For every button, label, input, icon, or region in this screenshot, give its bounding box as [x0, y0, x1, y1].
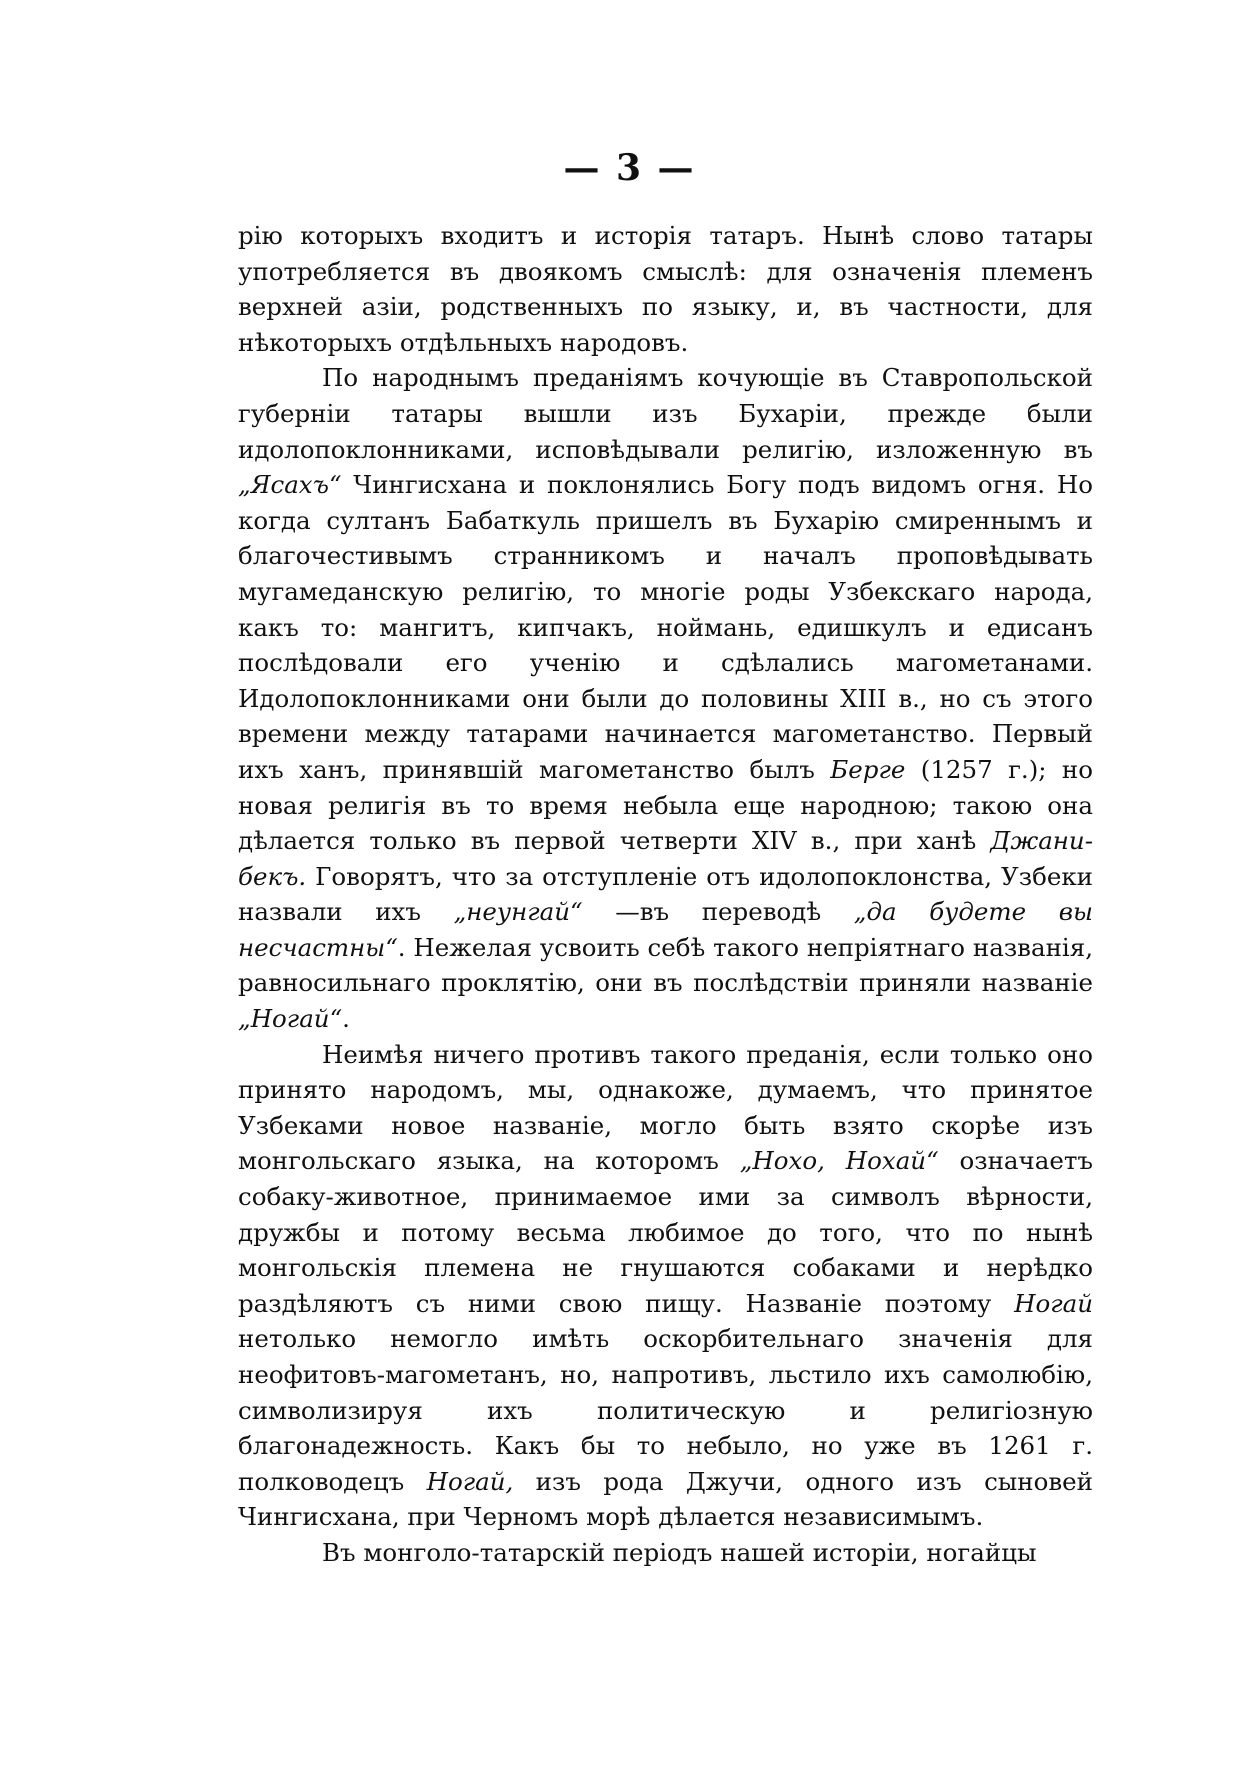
text-run: Чингисхана и поклонялись Богу подъ видомъ огня. Но когда султанъ Бабаткуль пришелъ въ Бухарію смиреннымъ и благочестивымъ странникомъ и началъ проповѣдывать мугамеданскую религію, то многіе роды Узбекскаго народа, какъ то: мангитъ, кипчакъ, ноймань, едишкулъ и едисанъ послѣдовали его ученію и сдѣлались магометанами. Идолопоклонниками они были до половины XIII в., но съ этого времени между татарами начинается магометанство. Первый ихъ ханъ, принявшій магометанство былъ: [238, 470, 1093, 784]
text-run: означаетъ собаку-животное, принимаемое ими за символъ вѣрности, дружбы и потому весьма любимое до того, что по нынѣ монгольскія племена не гнушаются собаками и нерѣдко раздѣляютъ съ ними свою пищу. Названіе поэтому: [238, 1146, 1093, 1318]
text-run: —въ переводѣ: [582, 897, 854, 927]
text-run: По народнымъ преданіямъ кочующіе въ Ставропольской губерніи татары вышли изъ Бухаріи, прежде были идолопоклонниками, исповѣдывали религію, изложенную въ: [238, 363, 1093, 464]
italic-text: Берге: [830, 754, 906, 784]
text-run: нетолько немогло имѣть оскорбительнаго значенія для неофитовъ-магометанъ, но, напротивъ, льстило ихъ самолюбію, символизируя ихъ политическую и религіозную благонадежность. Какъ бы то небыло, но уже въ 1261 г. полководецъ: [238, 1324, 1093, 1496]
page-number: — 3 —: [563, 147, 696, 189]
italic-text: Джани-бекъ.: [238, 826, 1093, 891]
text-run: рію которыхъ входитъ и исторія татаръ. Нынѣ слово татары употребляется въ двоякомъ смыслѣ: для означенія племенъ верхней азіи, родственныхъ по языку, и, въ частности, для нѣкоторыхъ отдѣльныхъ народовъ.: [238, 221, 1093, 357]
text-run: Неимѣя ничего противъ такого преданія, если только оно принято народомъ, мы, однакоже, думаемъ, что принятое Узбеками новое названіе, могло быть взято скорѣе изъ монгольскаго языка, на которомъ: [238, 1039, 1093, 1176]
paragraph: [238, 1535, 1093, 1571]
text-run: (1257 г.); но новая религія въ то время небыла еще народною; такою она дѣлается только въ первой четверти XIV в., при ханѣ: [238, 754, 1093, 856]
text-run: Говорятъ, что за отступленіе отъ идолопоклонства, Узбеки назвали ихъ: [238, 861, 1093, 927]
italic-text: „Ногай“: [238, 1004, 343, 1034]
italic-text: Ногай: [1014, 1288, 1093, 1318]
body-text: [238, 218, 1093, 1571]
text-run: . Нежелая усвоить себѣ такого непріятнаго названія, равносильнаго проклятію, они въ послѣдствіи приняли названіе: [238, 932, 1093, 998]
paragraph: [238, 1037, 1093, 1535]
italic-text: „неунгай“: [453, 897, 583, 927]
text-run: .: [342, 1004, 350, 1034]
italic-text: Ногай,: [426, 1466, 514, 1496]
text-run: изъ рода Джучи, одного изъ сыновей Чингисхана, при Черномъ морѣ дѣлается независимымъ.: [238, 1466, 1093, 1532]
italic-text: „Ясахъ“: [238, 470, 342, 500]
text-run: Въ монголо-татарскій періодъ нашей исторіи, ногайцы: [322, 1537, 1037, 1567]
italic-text: „да будете вы несчастны“: [238, 897, 1093, 962]
paragraph: [238, 218, 1093, 360]
paragraph: [238, 360, 1093, 1036]
italic-text: „Нохо, Нохай“: [739, 1146, 939, 1176]
